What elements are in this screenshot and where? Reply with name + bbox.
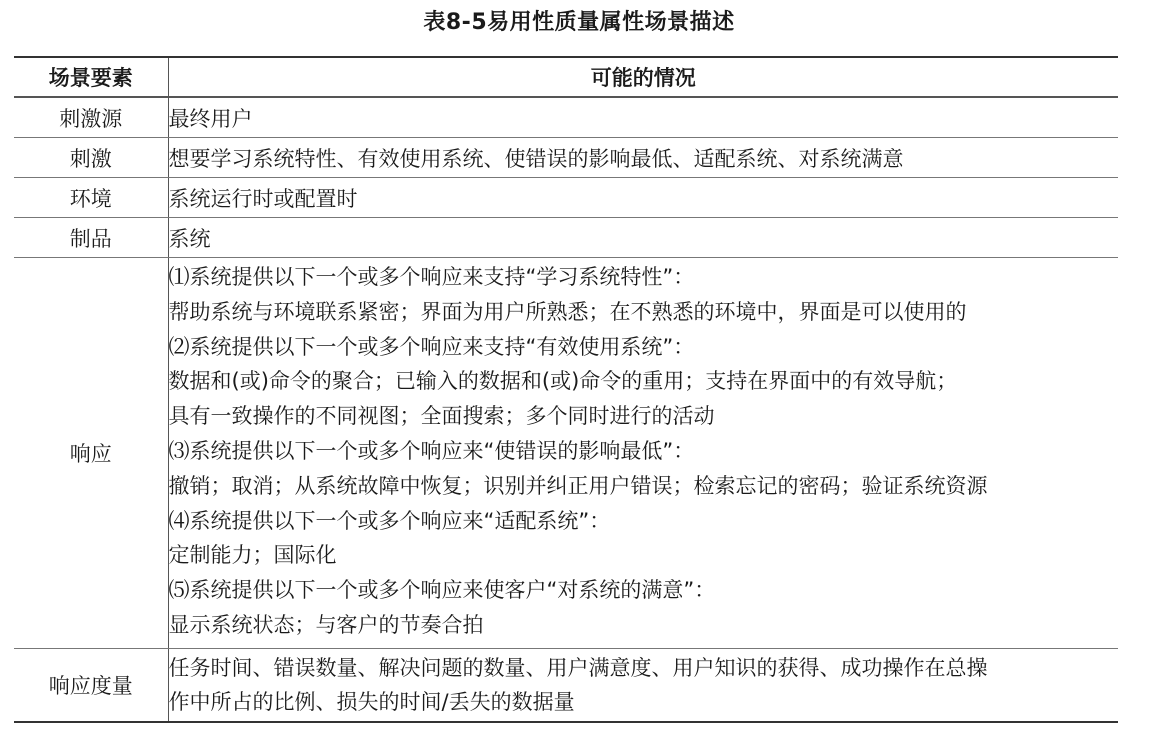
response-line: ⑴系统提供以下一个或多个响应来支持“学习系统特性”： (168, 265, 695, 289)
response-line: 撤销；取消；从系统故障中恢复；识别并纠正用户错误；检索忘记的密码；验证系统资源 (168, 473, 988, 498)
table-header-row (14, 57, 1118, 97)
row-element: 制品 (14, 218, 168, 258)
table-title: 表8-5易用性质量属性场景描述 (423, 10, 735, 35)
row-situation: 系统 (168, 218, 1118, 258)
row-element: 响应度量 (14, 649, 168, 723)
row-element: 响应 (14, 258, 168, 649)
row-situation (168, 258, 1118, 649)
row-situation: 系统运行时或配置时 (168, 178, 1118, 218)
response-line: ⑶系统提供以下一个或多个响应来“使错误的影响最低”： (168, 438, 695, 463)
response-line: 具有一致操作的不同视图；全面搜索；多个同时进行的活动 (168, 404, 715, 429)
row-situation (168, 649, 1118, 723)
row-element: 环境 (14, 178, 168, 218)
table-row (14, 138, 1118, 178)
header-element: 场景要素 (14, 57, 168, 97)
response-line: ⑷系统提供以下一个或多个响应来“适配系统”： (168, 508, 611, 533)
table-row (14, 649, 1118, 723)
measure-line: 作中所占的比例、损失的时间/丢失的数据量 (168, 690, 575, 714)
header-situation: 可能的情况 (168, 57, 1118, 97)
response-line: ⑸系统提供以下一个或多个响应来使客户“对系统的满意”： (168, 578, 716, 603)
table-row (14, 178, 1118, 218)
row-situation: 想要学习系统特性、有效使用系统、使错误的影响最低、适配系统、对系统满意 (168, 138, 1118, 178)
response-line: 显示系统状态；与客户的节奏合拍 (168, 612, 484, 637)
table-row (14, 258, 1118, 649)
table-row (14, 218, 1118, 258)
measure-line: 任务时间、错误数量、解决问题的数量、用户满意度、用户知识的获得、成功操作在总操 (168, 656, 988, 680)
response-line: 帮助系统与环境联系紧密；界面为用户所熟悉；在不熟悉的环境中，界面是可以使用的 (168, 299, 967, 324)
row-element: 刺激 (14, 138, 168, 178)
response-line: ⑵系统提供以下一个或多个响应来支持“有效使用系统”： (168, 334, 695, 359)
row-element: 刺激源 (14, 97, 168, 138)
response-line: 定制能力；国际化 (168, 543, 337, 568)
row-situation: 最终用户 (168, 97, 1118, 138)
table-row (14, 97, 1118, 138)
scenario-table (14, 56, 1118, 723)
response-line: 数据和(或)命令的聚合；已输入的数据和(或)命令的重用；支持在界面中的有效导航； (168, 369, 958, 394)
